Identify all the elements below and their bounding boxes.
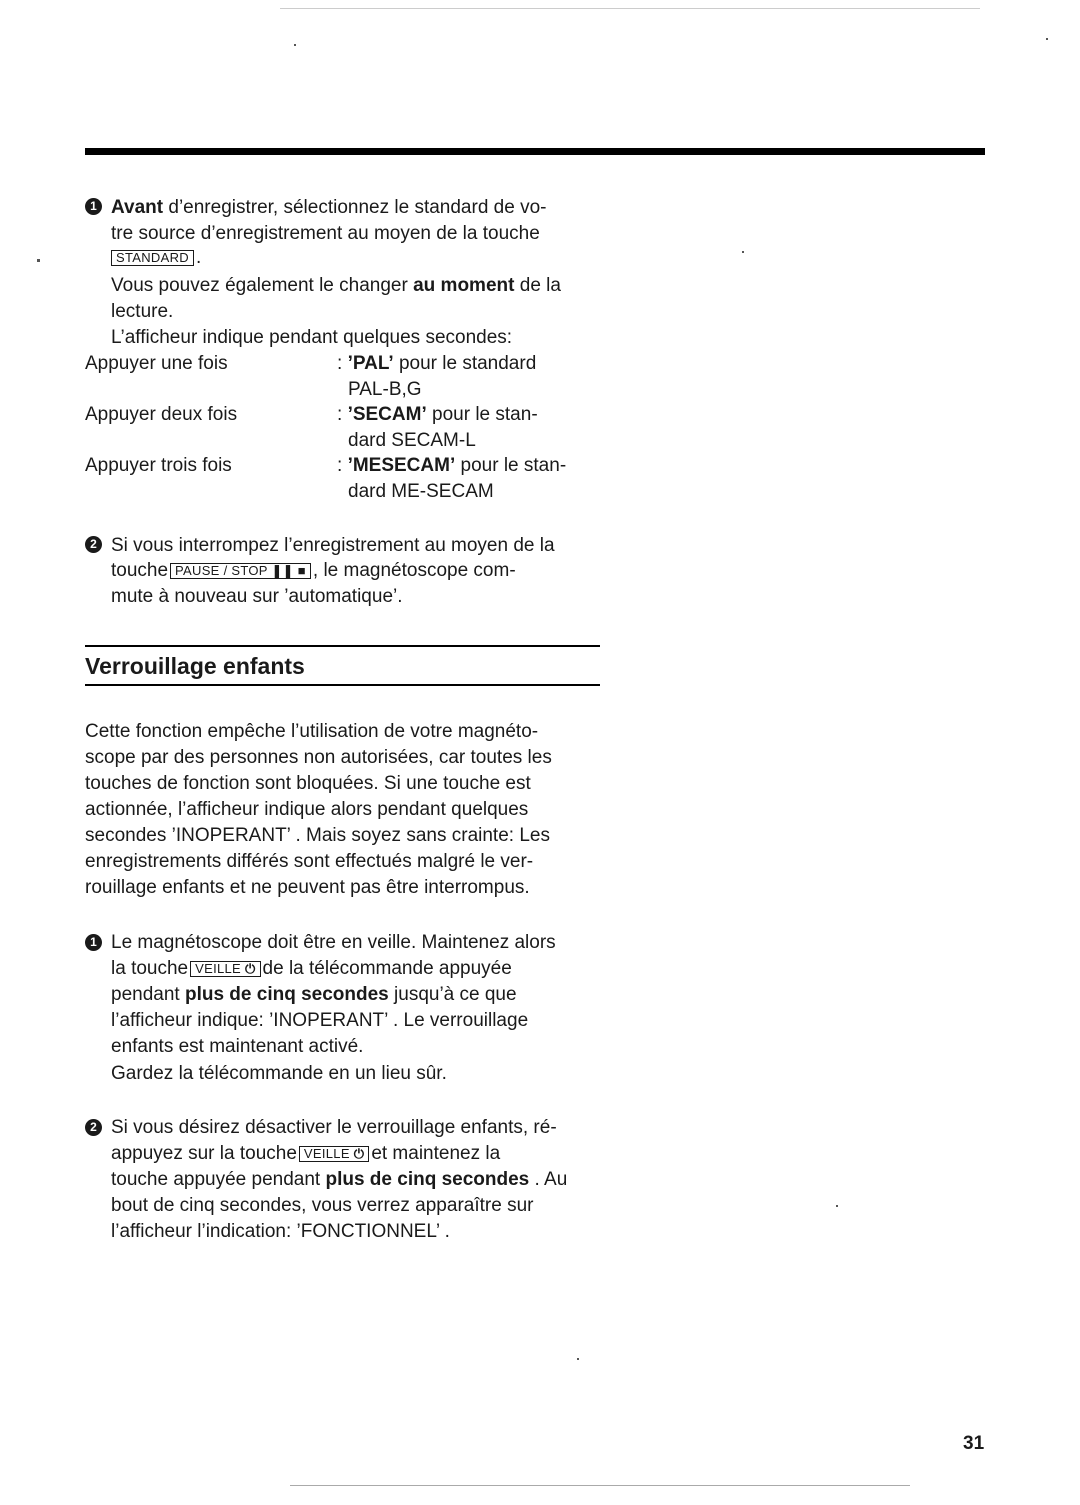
table-prefix-2: :	[337, 404, 348, 425]
step4-line2	[111, 1141, 500, 1167]
step4-line3-a: touche appuyée pendant	[111, 1169, 326, 1190]
page-number: 31	[963, 1433, 985, 1454]
step4-line3	[111, 1167, 567, 1193]
table-desc-3	[337, 453, 566, 479]
paragraph-line: touches de fonction sont bloquées. Si une touche est	[85, 773, 531, 794]
step3-line6: Gardez la télécommande en un lieu sûr.	[111, 1063, 447, 1084]
table-desc2-3: dard ME-SECAM	[348, 481, 494, 502]
table-desc1-3: pour le stan-	[455, 455, 567, 476]
step2-line2	[111, 558, 516, 584]
step3-line2-b: de la télécommande appuyée	[262, 958, 512, 979]
step1-line4-bold: au moment	[413, 275, 515, 296]
step4-line4: bout de cinq secondes, vous verrez apparaître sur	[111, 1195, 534, 1216]
pause-stop-key-label: PAUSE / STOP	[175, 563, 268, 578]
step3-line3-a: pendant	[111, 984, 185, 1005]
step1-line4-a: Vous pouvez également le changer	[111, 275, 414, 296]
step-marker-1: 1	[85, 198, 102, 215]
step1-intro-rest: d’enregistrer, sélectionnez le standard de vo-	[163, 197, 547, 218]
step4-line3-bold: plus de cinq secondes	[325, 1169, 530, 1190]
table-action-2: Appuyer deux fois	[85, 404, 238, 425]
step3-line3-bold: plus de cinq secondes	[184, 984, 389, 1005]
step3-line2	[111, 956, 512, 982]
table-prefix-3: :	[337, 455, 348, 476]
paragraph-line: Cette fonction empêche l’utilisation de votre magnéto-	[85, 721, 539, 742]
veille-key	[190, 961, 260, 977]
paragraph-line: rouillage enfants et ne peuvent pas être interrompus.	[85, 877, 530, 898]
paragraph-line: actionnée, l’afficheur indique alors pendant quelques	[85, 799, 529, 820]
step2-line3: mute à nouveau sur ’automatique’.	[111, 586, 403, 607]
scan-speck	[577, 1358, 579, 1360]
table-desc1-1: pour le standard	[393, 353, 537, 374]
step2-line2-a: touche	[111, 560, 169, 581]
scan-speck	[37, 259, 40, 262]
step3-line3-b: jusqu’à ce que	[388, 984, 517, 1005]
top-rule	[85, 148, 985, 155]
step1-line6: L’afficheur indique pendant quelques secondes:	[111, 327, 513, 348]
step3-line3	[111, 982, 517, 1008]
scan-noise-top	[280, 8, 980, 9]
step1-line3	[109, 245, 201, 271]
table-prefix-1: :	[337, 353, 348, 374]
table-desc-2	[337, 402, 538, 428]
table-action-3: Appuyer trois fois	[85, 455, 232, 476]
table-code-3: ’MESECAM’	[347, 455, 456, 476]
table-desc2-2: dard SECAM-L	[348, 430, 476, 451]
step4-line1: Si vous désirez désactiver le verrouillage enfants, ré-	[111, 1117, 557, 1138]
veille-key-label: VEILLE	[303, 1146, 350, 1161]
step4-line2-a: appuyez sur la touche	[111, 1143, 297, 1164]
step3-line2-a: la touche	[111, 958, 189, 979]
step1-line4-b: de la	[514, 275, 561, 296]
pause-stop-key	[170, 563, 311, 579]
step4-line3-b: . Au	[529, 1169, 568, 1190]
step1-line5: lecture.	[111, 301, 174, 322]
step-marker-4: 2	[85, 1119, 102, 1136]
step4-line5: l’afficheur l’indication: ’FONCTIONNEL’ .	[111, 1221, 450, 1242]
scan-speck	[836, 1205, 838, 1207]
step-marker-2: 2	[85, 536, 102, 553]
scan-speck	[1046, 38, 1048, 40]
step2-line1: Si vous interrompez l’enregistrement au moyen de la	[111, 535, 555, 556]
pause-stop-icon: ❚❚ ■	[271, 563, 306, 578]
step2-line2-b: , le magnétoscope com-	[312, 560, 516, 581]
scan-noise-bottom	[290, 1485, 910, 1486]
table-desc2-1: PAL-B,G	[348, 379, 422, 400]
table-action-1: Appuyer une fois	[85, 353, 228, 374]
heading-bottom-rule	[85, 684, 600, 686]
step3-line4: l’afficheur indique: ’INOPERANT’ . Le verrouillage	[111, 1010, 529, 1031]
paragraph-line: scope par des personnes non autorisées, car toutes les	[85, 747, 552, 768]
power-icon: ⏻	[353, 1146, 365, 1161]
table-code-1: ’PAL’	[347, 353, 394, 374]
paragraph-line: enregistrements différés sont effectués malgré le ver-	[85, 851, 534, 872]
section-title: Verrouillage enfants	[85, 653, 305, 679]
power-icon: ⏻	[244, 961, 256, 976]
step1-line1	[111, 195, 546, 221]
step-marker-3: 1	[85, 934, 102, 951]
step1-after-key: .	[195, 247, 202, 268]
step1-intro-bold: Avant	[111, 197, 164, 218]
heading-top-rule	[85, 645, 600, 647]
table-code-2: ’SECAM’	[347, 404, 427, 425]
paragraph-line: secondes ’INOPERANT’ . Mais soyez sans crainte: Les	[85, 825, 550, 846]
step4-line2-b: et maintenez la	[371, 1143, 501, 1164]
step1-line4	[111, 273, 561, 299]
table-desc1-2: pour le stan-	[426, 404, 538, 425]
scan-speck	[742, 251, 744, 253]
step3-line5: enfants est maintenant activé.	[111, 1036, 364, 1057]
step1-line2: tre source d’enregistrement au moyen de la touche	[111, 223, 540, 244]
veille-key	[299, 1146, 369, 1162]
step3-line1: Le magnétoscope doit être en veille. Maintenez alors	[111, 932, 556, 953]
table-desc-1	[337, 351, 536, 377]
scan-speck	[294, 44, 296, 46]
veille-key-label: VEILLE	[195, 961, 242, 976]
standard-key: STANDARD	[111, 250, 194, 266]
